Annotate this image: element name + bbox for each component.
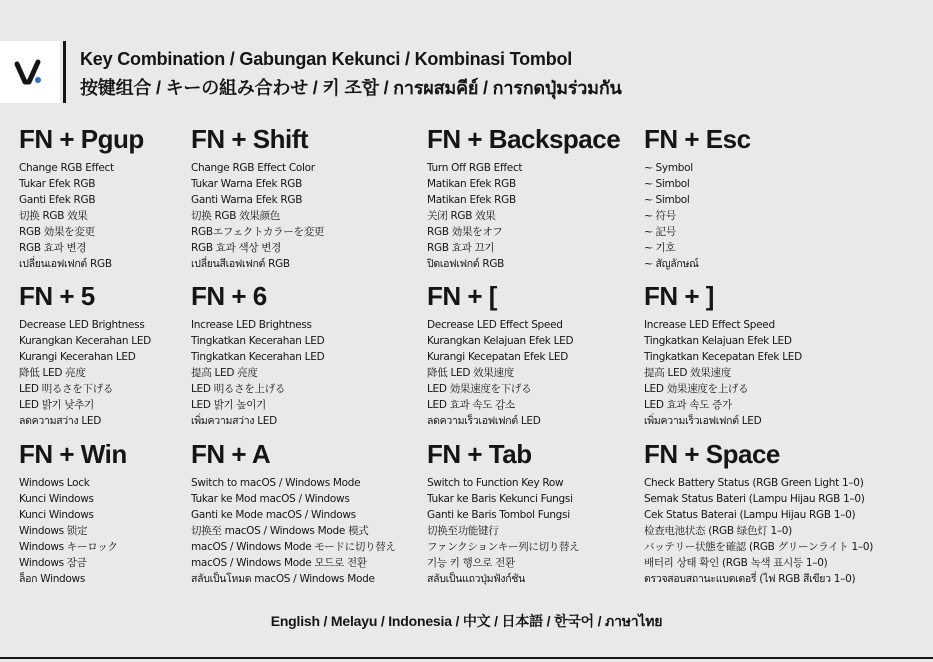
section-line: Kurangkan Kecerahan LED (19, 335, 151, 347)
section-line: Switch to Function Key Row (427, 477, 564, 489)
section-fn-bracket-left (427, 281, 667, 429)
section-line: Tingkatkan Kecerahan LED (191, 335, 325, 347)
section-line: ~ Simbol (644, 178, 690, 190)
section-line: สลับเป็นแถวปุ่มฟังก์ชัน (427, 573, 525, 585)
section-line: macOS / Windows Mode モードに切り替え (191, 541, 396, 553)
section-line: Increase LED Brightness (191, 319, 312, 331)
section-line: เพิ่มความเร็วเอฟเฟกต์ LED (644, 415, 762, 427)
section-line: 切换至 macOS / Windows Mode 模式 (191, 525, 369, 537)
section-line: バッテリー状態を確認 (RGB グリーンライト 1–0) (644, 541, 874, 553)
section-line: ~ 符号 (644, 210, 676, 222)
section-line: Ganti ke Baris Tombol Fungsi (427, 509, 570, 521)
section-line: 检查电池状态 (RGB 绿色灯 1–0) (644, 525, 792, 537)
section-line: Decrease LED Effect Speed (427, 319, 563, 331)
section-line: ~ 기호 (644, 242, 676, 254)
section-line: ~ Symbol (644, 162, 693, 174)
section-line: Increase LED Effect Speed (644, 319, 775, 331)
section-heading: FN + Shift (191, 124, 309, 154)
section-fn-space (644, 439, 884, 587)
section-line: Kurangi Kecerahan LED (19, 351, 136, 363)
section-fn-tab (427, 439, 667, 587)
section-heading: FN + Esc (644, 124, 751, 154)
section-heading: FN + Space (644, 439, 780, 469)
section-line: Windows 잠금 (19, 557, 87, 569)
section-line: เปลี่ยนสีเอฟเฟกต์ RGB (191, 258, 290, 270)
section-line: Switch to macOS / Windows Mode (191, 477, 361, 489)
section-line: ~ สัญลักษณ์ (644, 258, 699, 270)
language-list: English / Melayu / Indonesia / 中文 / 日本語 / 한국어 / ภาษาไทย (270, 613, 663, 629)
section-heading: FN + ] (644, 281, 714, 311)
section-line: Kunci Windows (19, 509, 94, 521)
section-line: Turn Off RGB Effect (427, 162, 523, 174)
section-line: LED 효과 속도 증가 (644, 399, 732, 411)
section-line: Decrease LED Brightness (19, 319, 145, 331)
section-line: Tukar Warna Efek RGB (191, 178, 303, 190)
section-line: เปลี่ยนเอฟเฟกต์ RGB (19, 258, 112, 270)
section-line: 切换 RGB 效果 (19, 210, 88, 222)
section-line: Tingkatkan Kelajuan Efek LED (644, 335, 792, 347)
section-line: Cek Status Baterai (Lampu Hijau RGB 1–0) (644, 509, 856, 521)
section-heading: FN + Backspace (427, 124, 621, 154)
section-line: 배터리 상태 확인 (RGB 녹색 표시등 1–0) (644, 557, 828, 569)
section-line: Tingkatkan Kecerahan LED (191, 351, 325, 363)
section-line: ล็อก Windows (19, 573, 86, 585)
section-line: 切换至功能键行 (427, 525, 499, 537)
section-line: LED 効果速度を下げる (427, 383, 532, 395)
section-line: Tingkatkan Kecepatan Efek LED (644, 351, 802, 363)
section-line: Tukar Efek RGB (19, 178, 96, 190)
title-line-1: Key Combination / Gabungan Kekunci / Kombinasi Tombol (80, 49, 573, 69)
title-line-2: 按键组合 / キーの組み合わせ / 키 조합 / การผสมคีย์ / การกดปุ่มร่วมกัน (80, 78, 622, 98)
section-line: ปิดเอฟเฟกต์ RGB (427, 258, 505, 270)
section-line: RGBエフェクトカラーを変更 (191, 226, 325, 238)
section-line: macOS / Windows Mode 모드로 전환 (191, 557, 367, 569)
section-line: LED 밝기 높이기 (191, 399, 266, 411)
section-line: 기능 키 행으로 전환 (427, 557, 515, 569)
section-heading: FN + A (191, 439, 271, 469)
section-line: Tukar ke Mod macOS / Windows (191, 493, 350, 505)
brand-logo (0, 41, 60, 103)
section-line: Windows キーロック (19, 541, 118, 553)
section-fn-bracket-right (644, 281, 884, 429)
section-line: Check Battery Status (RGB Green Light 1–0) (644, 477, 864, 489)
section-line: LED 明るさを上げる (191, 383, 286, 395)
section-heading: FN + 6 (191, 281, 267, 311)
section-line: 切换 RGB 效果颜色 (191, 210, 281, 222)
section-line: Kurangkan Kelajuan Efek LED (427, 335, 574, 347)
section-line: 提高 LED 亮度 (191, 367, 258, 379)
section-line: 降低 LED 效果速度 (427, 367, 514, 379)
section-line: LED 밝기 낮추기 (19, 399, 94, 411)
section-heading: FN + 5 (19, 281, 95, 311)
section-line: ~ Simbol (644, 194, 690, 206)
section-line: Windows 锁定 (19, 525, 88, 537)
section-line: RGB 効果をオフ (427, 226, 503, 238)
section-line: Windows Lock (19, 477, 90, 489)
section-fn-shift (191, 124, 431, 272)
section-line: RGB 효과 색상 변경 (191, 242, 281, 254)
bottom-divider (0, 657, 933, 659)
section-line: Kurangi Kecepatan Efek LED (427, 351, 569, 363)
section-heading: FN + Pgup (19, 124, 144, 154)
section-line: Matikan Efek RGB (427, 178, 516, 190)
section-line: 关闭 RGB 效果 (427, 210, 496, 222)
section-heading: FN + Tab (427, 439, 532, 469)
section-fn-a (191, 439, 431, 587)
section-heading: FN + [ (427, 281, 497, 311)
section-line: ตรวจสอบสถานะแบตเตอรี่ (ไฟ RGB สีเขียว 1–0) (644, 573, 856, 585)
section-line: RGB 효과 변경 (19, 242, 87, 254)
section-line: LED 明るさを下げる (19, 383, 114, 395)
section-line: LED 효과 속도 감소 (427, 399, 515, 411)
section-line: ファンクションキー列に切り替え (427, 541, 580, 553)
section-fn-6 (191, 281, 431, 429)
section-line: Semak Status Bateri (Lampu Hijau RGB 1–0) (644, 493, 865, 505)
section-line: 提高 LED 效果速度 (644, 367, 731, 379)
section-line: RGB 効果を変更 (19, 226, 95, 238)
section-line: Ganti ke Mode macOS / Windows (191, 509, 356, 521)
section-line: RGB 효과 끄기 (427, 242, 495, 254)
section-line: Ganti Efek RGB (19, 194, 96, 206)
section-line: Change RGB Effect (19, 162, 114, 174)
section-line: เพิ่มความสว่าง LED (191, 415, 277, 427)
section-fn-backspace (427, 124, 667, 272)
section-line: ~ 記号 (644, 226, 676, 238)
section-line: Kunci Windows (19, 493, 94, 505)
section-line: Ganti Warna Efek RGB (191, 194, 303, 206)
section-line: 降低 LED 亮度 (19, 367, 86, 379)
section-line: LED 効果速度を上げる (644, 383, 749, 395)
section-fn-esc (644, 124, 884, 272)
section-line: Tukar ke Baris Kekunci Fungsi (427, 493, 573, 505)
brand-logo-icon (14, 58, 46, 86)
section-line: ลดความสว่าง LED (19, 415, 102, 427)
section-heading: FN + Win (19, 439, 127, 469)
section-line: Change RGB Effect Color (191, 162, 315, 174)
section-line: สลับเป็นโหมด macOS / Windows Mode (191, 573, 375, 585)
header-divider (63, 41, 66, 103)
section-line: ลดความเร็วเอฟเฟกต์ LED (427, 415, 541, 427)
section-line: Matikan Efek RGB (427, 194, 516, 206)
